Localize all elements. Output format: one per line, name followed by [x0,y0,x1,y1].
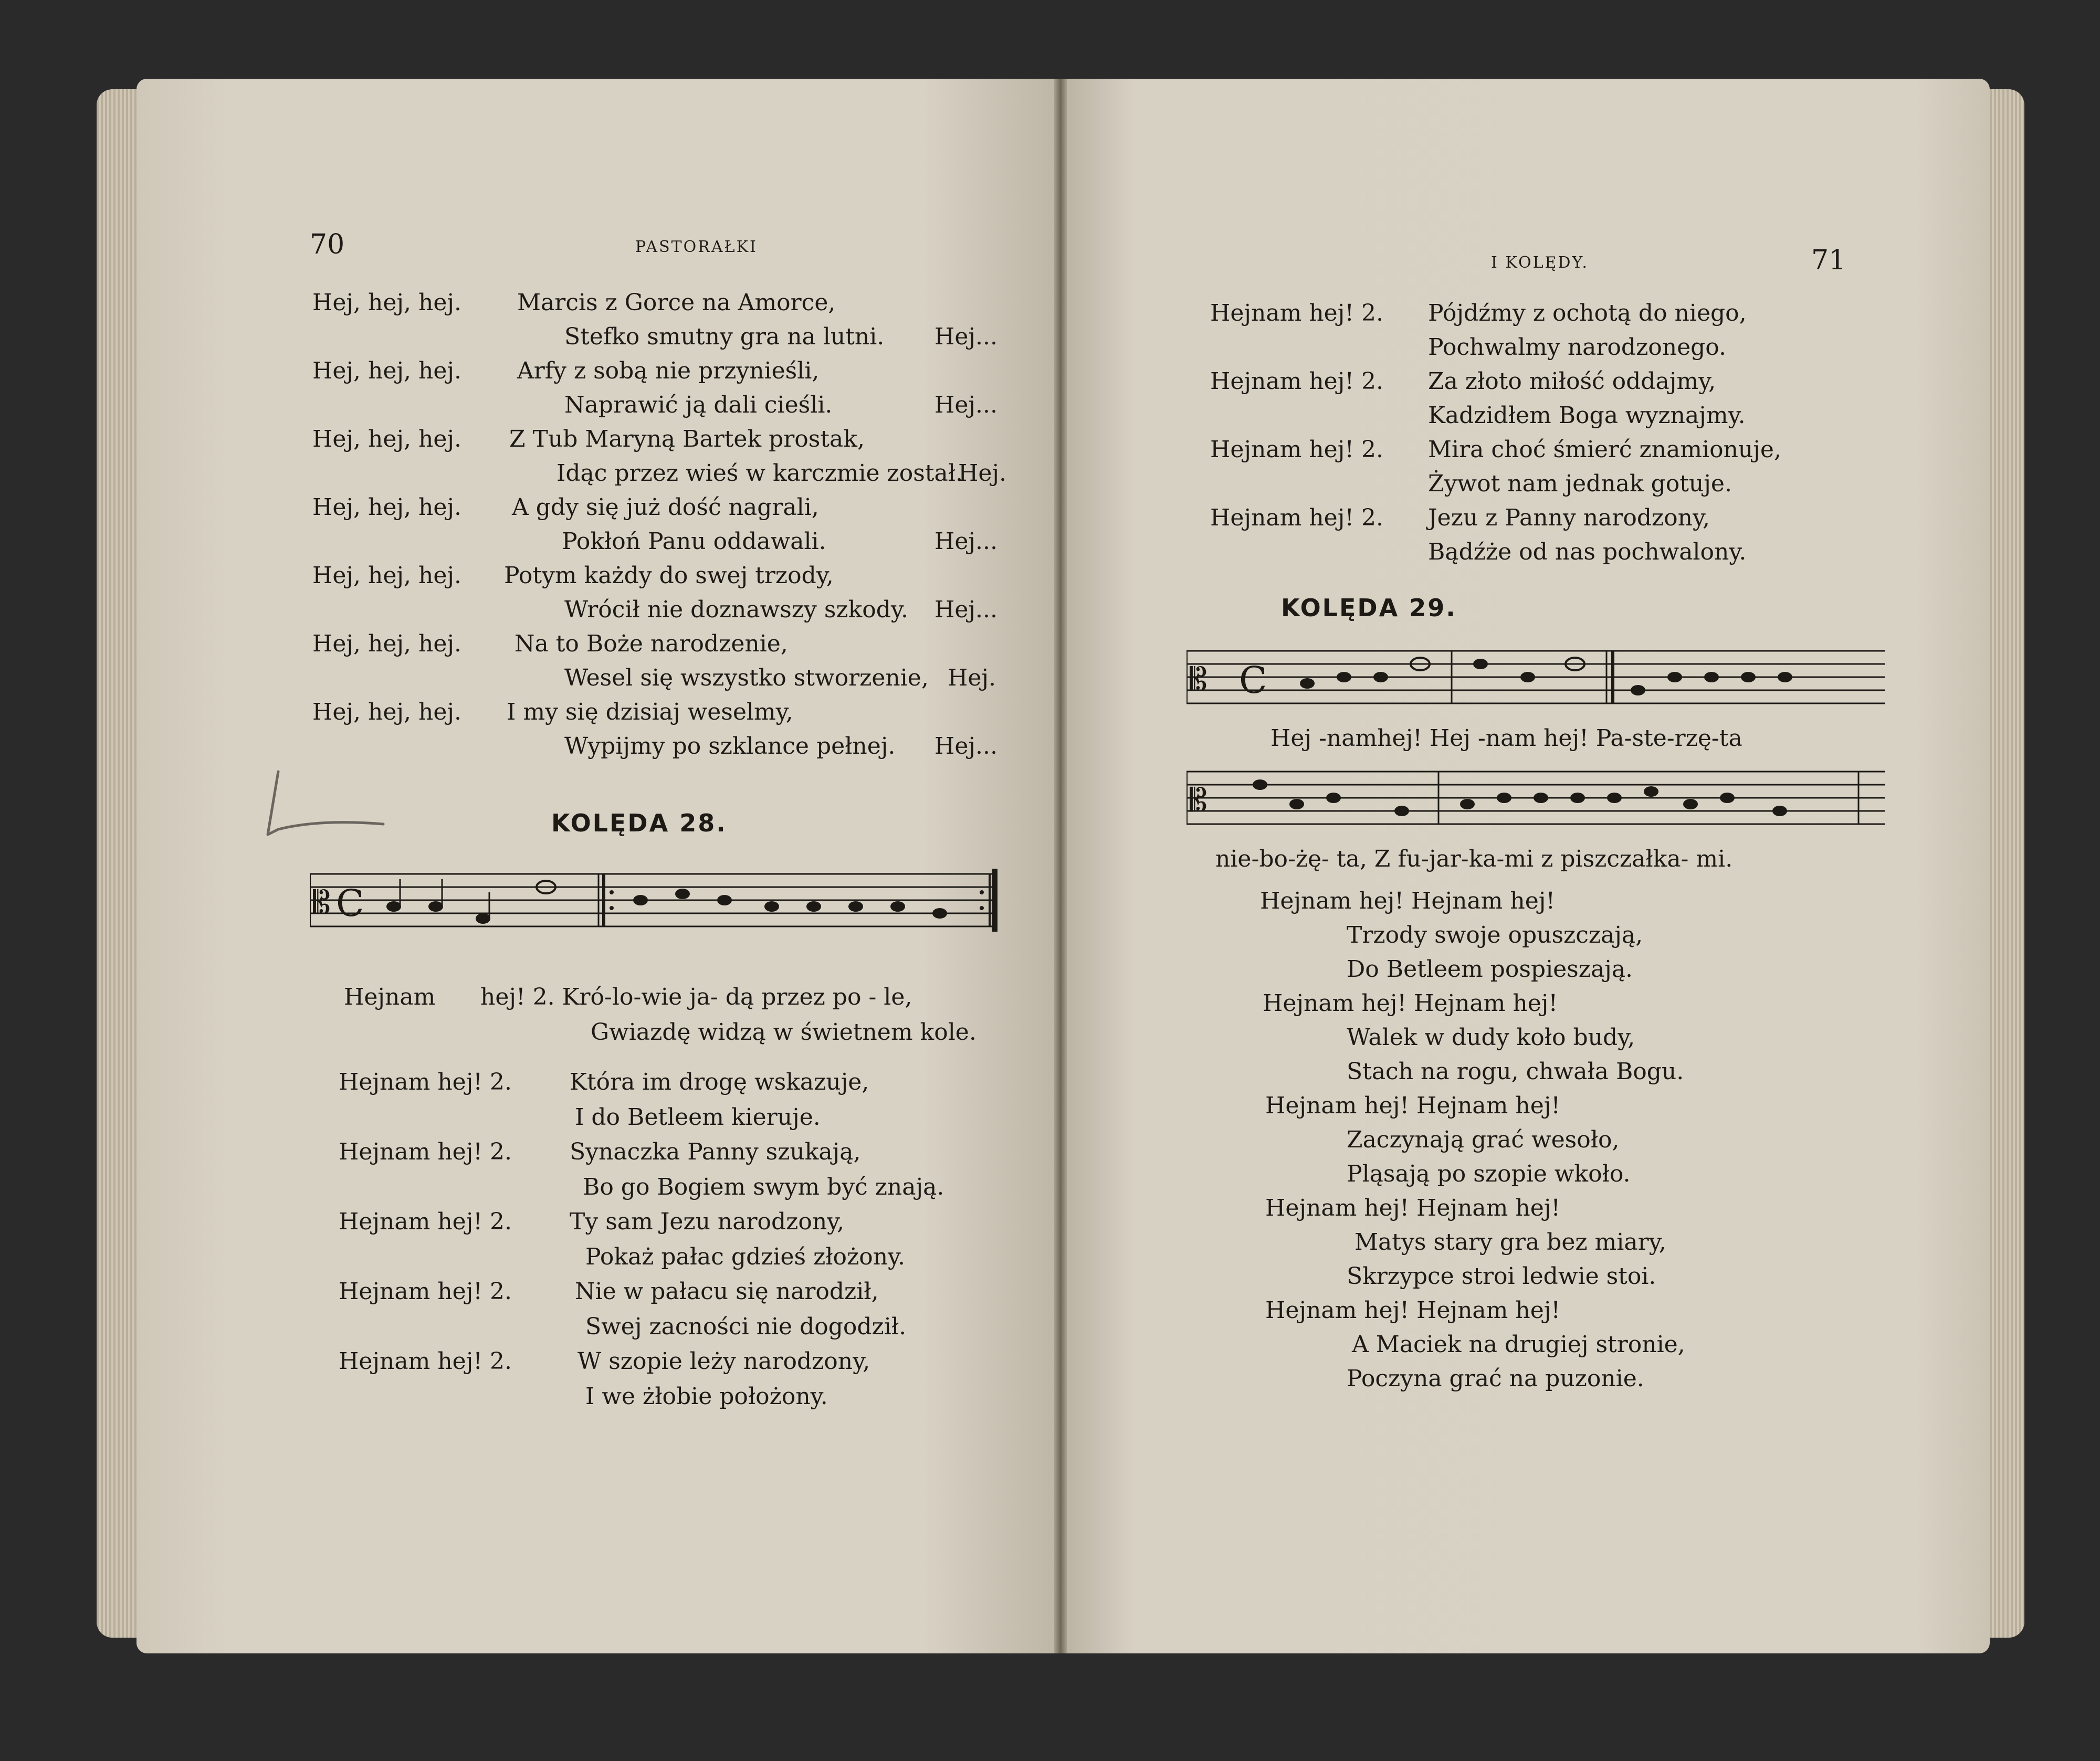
verse-line: Wrócił nie doznawszy szkody. [564,596,908,623]
carol-title: KOLĘDA 29. [1281,594,1457,622]
verse-line: Pochwalmy narodzonego. [1428,334,1727,361]
verse-line: Stach na rogu, chwała Bogu. [1347,1058,1684,1085]
refrain: Hej, hej, hej. [312,494,462,521]
left-page [136,79,1060,1653]
carol-title: KOLĘDA 28. [551,809,727,837]
verse-line: I do Betleem kieruje. [575,1104,821,1131]
svg-text:C: C [336,882,364,925]
refrain: Hej, hej, hej. [312,426,462,452]
refrain: Hejnam hej! 2. [339,1208,512,1235]
verse-line: Pokaż pałac gdzieś złożony. [585,1243,906,1270]
right-page [1060,79,1990,1653]
svg-text:C: C [1239,659,1267,702]
refrain: Hejnam hej! 2. [1210,436,1383,463]
refrain: Hej, hej, hej. [312,357,462,384]
verse-line: Arfy z sobą nie przynieśli, [517,357,820,384]
verse-line: I we żłobie położony. [585,1383,828,1410]
verse-line: Bądźże od nas pochwalony. [1428,539,1747,565]
refrain: Hejnam hej! Hejnam hej! [1265,1195,1561,1221]
refrain: Hejnam hej! 2. [1210,504,1383,531]
refrain: Hejnam hej! Hejnam hej! [1265,1092,1561,1119]
verse-line: Walek w dudy koło budy, [1347,1024,1635,1051]
verse-line: Jezu z Panny narodzony, [1428,504,1710,531]
refrain-end: Hej... [934,323,998,350]
verse-line: Potym każdy do swej trzody, [504,562,834,589]
verse-line: Swej zacności nie dogodził. [585,1313,907,1340]
verse-line: Wesel się wszystko stworzenie, [564,665,929,691]
refrain: Hejnam hej! 2. [1210,300,1383,326]
refrain: Hejnam hej! 2. [1210,368,1383,395]
verse-line: A Maciek na drugiej stronie, [1352,1331,1685,1358]
book-gutter [1054,79,1067,1653]
open-book [100,79,2021,1664]
verse-line: Pokłoń Panu oddawali. [562,528,826,555]
running-head: PASTORAŁKI [635,238,758,256]
svg-text:𝄡: 𝄡 [1190,782,1208,819]
refrain: Hej, hej, hej. [312,562,462,589]
refrain: Hejnam hej! 2. [339,1069,512,1095]
verse-line: Idąc przez wieś w karczmie został. [556,460,963,487]
verse-line: A gdy się już dość nagrali, [512,494,819,521]
refrain-end: Hej... [934,392,998,418]
refrain: Hej, hej, hej. [312,699,462,725]
verse-line: Wypijmy po szklance pełnej. [564,733,896,760]
refrain-end: Hej. [948,665,996,691]
music-lyrics: hej! 2. Kró-lo-wie ja- dą przez po - le, [480,984,912,1010]
refrain-end: Hej... [934,733,998,760]
verse-line: Żywot nam jednak gotuje. [1428,470,1732,497]
verse-line: Która im drogę wskazuje, [570,1069,869,1095]
verse-line: Stefko smutny gra na lutni. [564,323,885,350]
refrain: Hejnam hej! Hejnam hej! [1260,888,1556,914]
music-staff [310,863,1003,953]
svg-text:𝄡: 𝄡 [1190,661,1208,698]
verse-line: Do Betleem pospieszają. [1347,956,1633,983]
refrain-end: Hej... [934,596,998,623]
refrain: Hejnam hej! Hejnam hej! [1265,1297,1561,1324]
verse-line: Poczyna grać na puzonie. [1347,1365,1644,1392]
refrain: Hejnam hej! 2. [339,1348,512,1375]
page-edges-right [1988,89,2024,1638]
music-lyrics: nie-bo-żę- ta, Z fu-jar-ka-mi z piszczałka- mi. [1215,846,1733,872]
verse-line: Nie w pałacu się narodził, [575,1278,879,1305]
refrain: Hejnam hej! 2. [339,1138,512,1165]
svg-text:𝄡: 𝄡 [313,884,331,921]
verse-line: Ty sam Jezu narodzony, [570,1208,845,1235]
refrain-end: Hej... [934,528,998,555]
refrain: Hej, hej, hej. [312,289,462,316]
verse-line: Pląsają po szopie wkoło. [1347,1161,1631,1187]
verse-line: Marcis z Gorce na Amorce, [517,289,836,316]
music-staff [1186,761,1890,840]
running-head: I KOLĘDY. [1491,254,1589,272]
pencil-mark [257,761,394,845]
verse-line: I my się dzisiaj weselmy, [507,699,793,725]
verse-line: Za złoto miłość oddajmy, [1428,368,1716,395]
verse-line: Kadzidłem Boga wyznajmy. [1428,402,1746,429]
refrain: Hejnam hej! 2. [339,1278,512,1305]
refrain: Hejnam hej! Hejnam hej! [1263,990,1558,1017]
page-number: 70 [310,229,345,260]
verse-line: Synaczka Panny szukają, [570,1138,861,1165]
music-staff [1186,640,1890,719]
verse-line: Z Tub Maryną Bartek prostak, [509,426,865,452]
verse-line: Naprawić ją dali cieśli. [564,392,833,418]
verse-line: Zaczynają grać wesoło, [1347,1126,1620,1153]
verse-line: Bo go Bogiem swym być znają. [583,1174,944,1200]
page-number: 71 [1811,245,1846,276]
music-lyrics: Hej -namhej! Hej -nam hej! Pa-ste-rzę-ta [1270,725,1742,752]
verse-line: Na to Boże narodzenie, [514,630,788,657]
verse-line: Pójdźmy z ochotą do niego, [1428,300,1747,326]
verse-line: Trzody swoje opuszczają, [1347,922,1643,948]
verse-line: W szopie leży narodzony, [578,1348,870,1375]
refrain: Hej, hej, hej. [312,630,462,657]
verse-line: Mira choć śmierć znamionuje, [1428,436,1781,463]
verse-line: Matys stary gra bez miary, [1354,1229,1666,1256]
verse-line: Skrzypce stroi ledwie stoi. [1347,1263,1656,1290]
refrain-end: Hej. [958,460,1007,487]
music-lyrics: Hejnam [344,984,436,1010]
verse-line: Gwiazdę widzą w świetnem kole. [591,1019,976,1046]
